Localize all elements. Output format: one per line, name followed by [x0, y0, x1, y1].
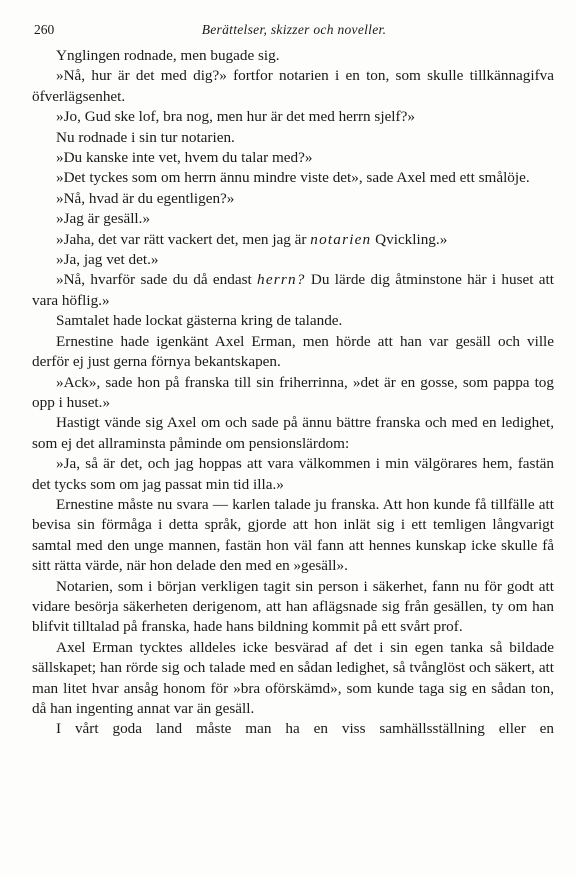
paragraph	[32, 107, 554, 127]
text-run: Du lärde dig åtminstone här i huset att vara höflig.»	[32, 271, 554, 309]
text-run: »Nå, hur är det med dig?» fortfor notarien i en ton, som skulle tillkännagifva öfverlägsenhet.	[32, 67, 554, 105]
paragraph	[32, 577, 554, 638]
emphasized-text: notarien	[310, 230, 372, 248]
text-run: »Jo, Gud ske lof, bra nog, men hur är det med herrn sjelf?»	[56, 108, 415, 126]
text-run: »Det tyckes som om herrn ännu mindre viste det», sade Axel med ett smålöje.	[56, 169, 530, 187]
text-run: »Du kanske inte vet, hvem du talar med?»	[56, 149, 313, 167]
paragraph	[32, 332, 554, 373]
paragraph	[32, 454, 554, 495]
page-header	[34, 22, 554, 42]
text-run: Hastigt vände sig Axel om och sade på ännu bättre franska och med en ledighet, som ej det allraminsta påminde om pensionslärdom:	[32, 414, 554, 452]
paragraph	[32, 209, 554, 229]
paragraph	[32, 230, 554, 250]
text-run: Qvickling.»	[371, 230, 448, 248]
text-run: Ernestine måste nu svara — karlen talade ju franska. Att hon kunde få tillfälle att bevisa sin förmåga i detta språk, gjorde att hon inlät sig i ett temligen långvarigt samtal med den unge mannen, fastän hon väl fann att hennes kunskap icke skulle få sitt rätta värde, när hon delade den med en »gesäll».	[32, 495, 554, 575]
paragraph	[32, 719, 554, 739]
page-number: 260	[34, 22, 55, 37]
text-run: »Ack», sade hon på franska till sin friherrinna, »det är en gosse, som pappa tog opp i huset.»	[32, 373, 554, 411]
body-text	[32, 46, 554, 740]
paragraph	[32, 373, 554, 414]
paragraph	[32, 189, 554, 209]
paragraph	[32, 66, 554, 107]
text-run: »Jag är gesäll.»	[56, 210, 151, 228]
text-run: »Jaha, det var rätt vackert det, men jag är	[56, 230, 311, 248]
paragraph	[32, 270, 554, 311]
text-run: Notarien, som i början verkligen tagit sin person i säkerhet, fann nu för godt att vidare besörja säkerheten derigenom, att han aflägsnade sig från gesällen, ty om han blifvit tilltalad på franska, hade hans bildning kommit på ett svårt prof.	[32, 577, 554, 636]
paragraph	[32, 638, 554, 720]
text-run: »Nå, hvarför sade du då endast	[56, 271, 258, 289]
paragraph	[32, 46, 554, 66]
text-run: Samtalet hade lockat gästerna kring de talande.	[56, 312, 343, 330]
paragraph	[32, 168, 554, 188]
text-run: Axel Erman tycktes alldeles icke besvärad af det i sin egen tanka så bildade sällskapet; han rörde sig och talade med en sådan ledighet, så tvånglöst och säkert, att man litet hvar ansåg honom för »bra oförskämd», som kunde taga sig en sådan ton, då han ingenting annat var än gesäll.	[32, 638, 554, 717]
paragraph	[32, 128, 554, 148]
text-run: Ernestine hade igenkänt Axel Erman, men hörde att han var gesäll och ville derför ej just gerna förnya bekantskapen.	[32, 332, 554, 371]
text-run: I vårt goda land måste man ha en viss samhällsställning eller en	[56, 720, 554, 738]
paragraph	[32, 250, 554, 270]
text-run: Ynglingen rodnade, men bugade sig.	[56, 47, 280, 64]
text-run: »Ja, jag vet det.»	[56, 251, 159, 269]
paragraph	[32, 495, 554, 577]
text-run: »Nå, hvad är du egentligen?»	[56, 189, 235, 207]
emphasized-text: herrn?	[257, 271, 306, 289]
paragraph	[32, 413, 554, 454]
paragraph	[32, 148, 554, 168]
text-run: Nu rodnade i sin tur notarien.	[56, 128, 235, 146]
text-run: »Ja, så är det, och jag hoppas att vara välkommen i min välgörares hem, fastän det tycks som om jag passat min tid illa.»	[32, 455, 554, 493]
paragraph	[32, 311, 554, 331]
running-title: Berättelser, skizzer och noveller.	[201, 22, 387, 37]
